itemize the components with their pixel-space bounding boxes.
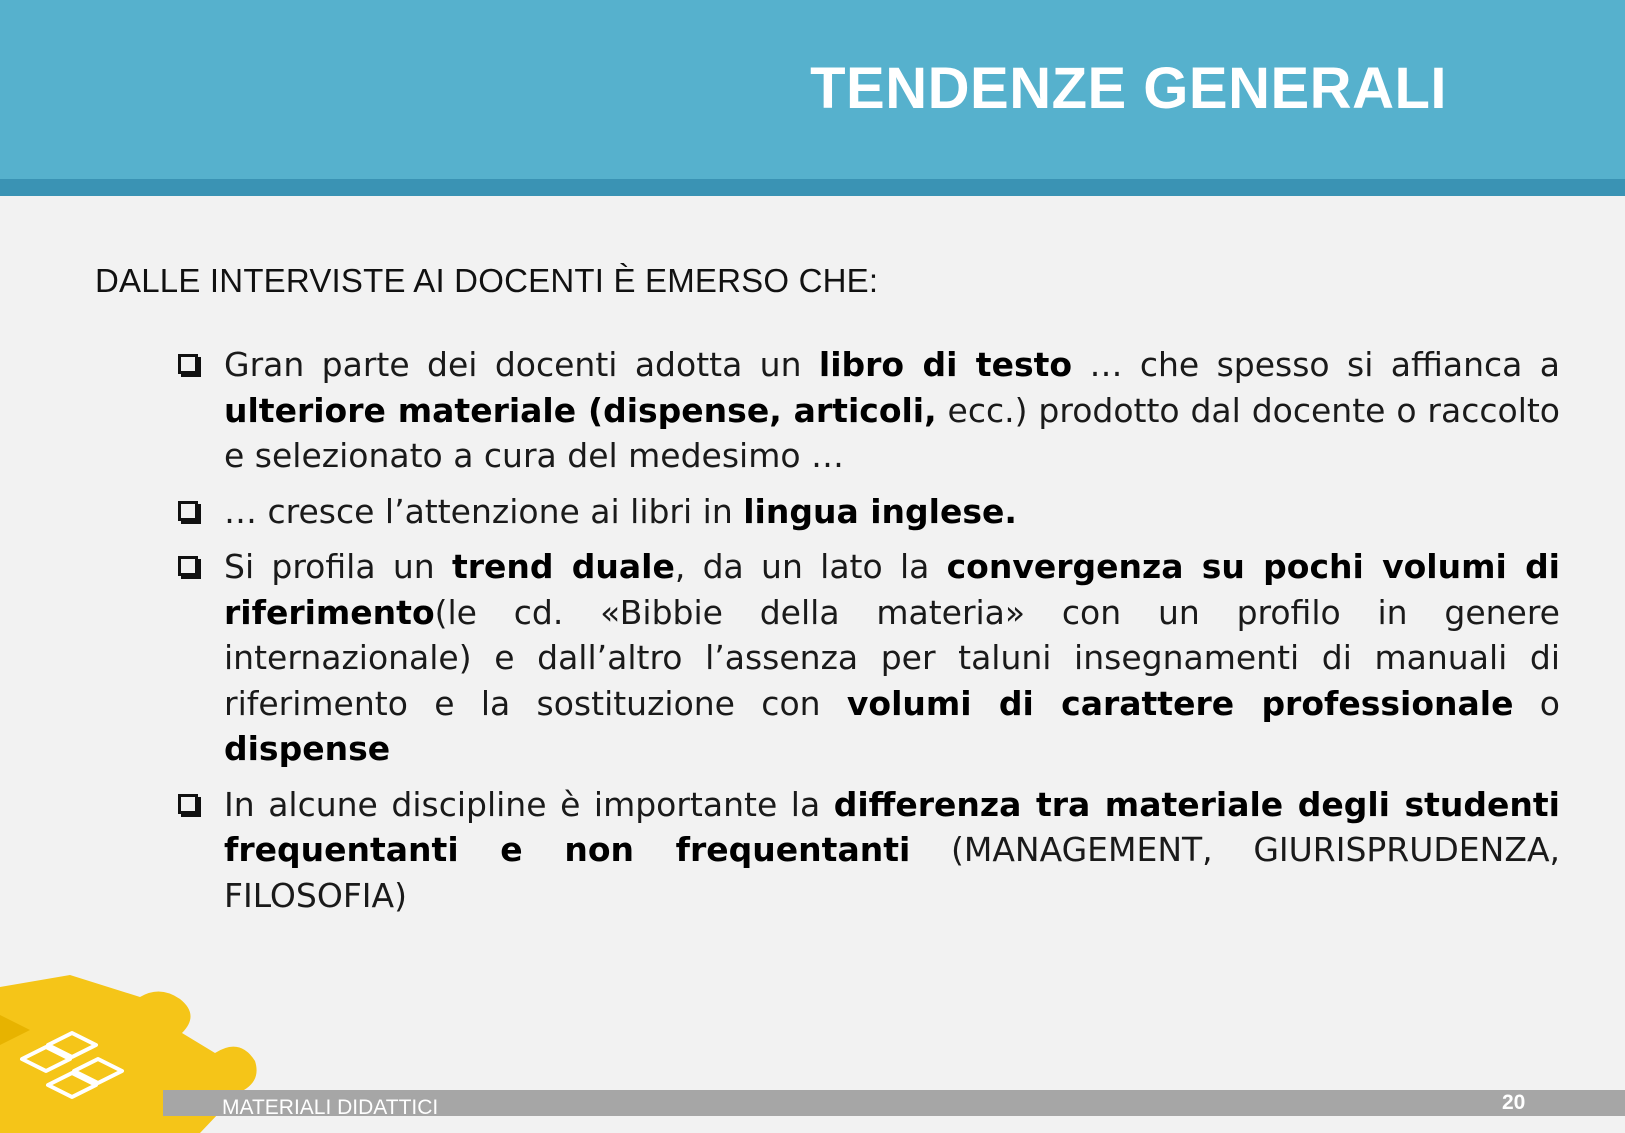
bullet-segment: Si profila un: [224, 547, 452, 586]
footer-label: MATERIALI DIDATTICI: [222, 1096, 439, 1119]
bullet-segment: Gran parte dei docenti adotta un: [224, 345, 819, 384]
lead-heading: DALLE INTERVISTE AI DOCENTI È EMERSO CHE:: [95, 262, 879, 299]
page-number: 20: [1502, 1091, 1526, 1114]
header-band: [0, 179, 1625, 196]
bullet-segment: ecc.) prodotto dal docente o raccolto e selezionato a cura del medesimo …: [224, 390, 1560, 475]
bullet-segment: In alcune discipline è importante la: [224, 784, 834, 824]
checkbox-bullet-icon: [178, 794, 198, 814]
bullet-segment: , da un lato la: [674, 547, 947, 586]
bullet-emphasis: trend duale: [451, 547, 675, 586]
bullet-emphasis: lingua inglese.: [743, 491, 1017, 531]
bullet-emphasis: libro di testo: [818, 345, 1073, 384]
bullet-item: [178, 544, 1560, 772]
bullet-emphasis: ulteriore materiale (dispense, articoli,: [224, 390, 937, 430]
checkbox-bullet-icon: [178, 354, 198, 374]
slide-title: TENDENZE GENERALI: [810, 56, 1447, 121]
bullet-emphasis: differenza tra materiale degli studenti frequentanti e non frequentanti: [224, 784, 1560, 869]
bullet-emphasis: dispense: [224, 729, 391, 768]
bullet-segment: … cresce l’attenzione ai libri in: [224, 491, 744, 531]
bullet-text: [224, 492, 1017, 531]
bullet-emphasis: volumi di carattere professionale: [846, 683, 1514, 723]
bullet-list: [178, 342, 1560, 928]
bullet-segment: (MANAGEMENT, GIURISPRUDENZA, FILOSOFIA): [224, 830, 1561, 915]
bullet-emphasis: convergenza su pochi volumi di riferimento: [224, 547, 1560, 632]
bullet-text: [224, 345, 1560, 475]
bullet-item: [178, 489, 1560, 535]
bullet-segment: … che spesso si affianca a: [1072, 345, 1560, 384]
checkbox-bullet-icon: [178, 556, 198, 576]
bullet-text: [224, 785, 1560, 915]
bullet-item: [178, 782, 1560, 919]
bullet-segment: o: [1513, 683, 1560, 723]
bullet-segment: (le cd. «Bibbie della materia» con un profilo in genere internazionale) e dall’altro l’assenza per taluni insegnamenti di manuali di riferimento e la sostituzione con: [224, 592, 1560, 723]
bullet-item: [178, 342, 1560, 479]
bullet-text: [224, 547, 1560, 768]
checkbox-bullet-icon: [178, 501, 198, 521]
